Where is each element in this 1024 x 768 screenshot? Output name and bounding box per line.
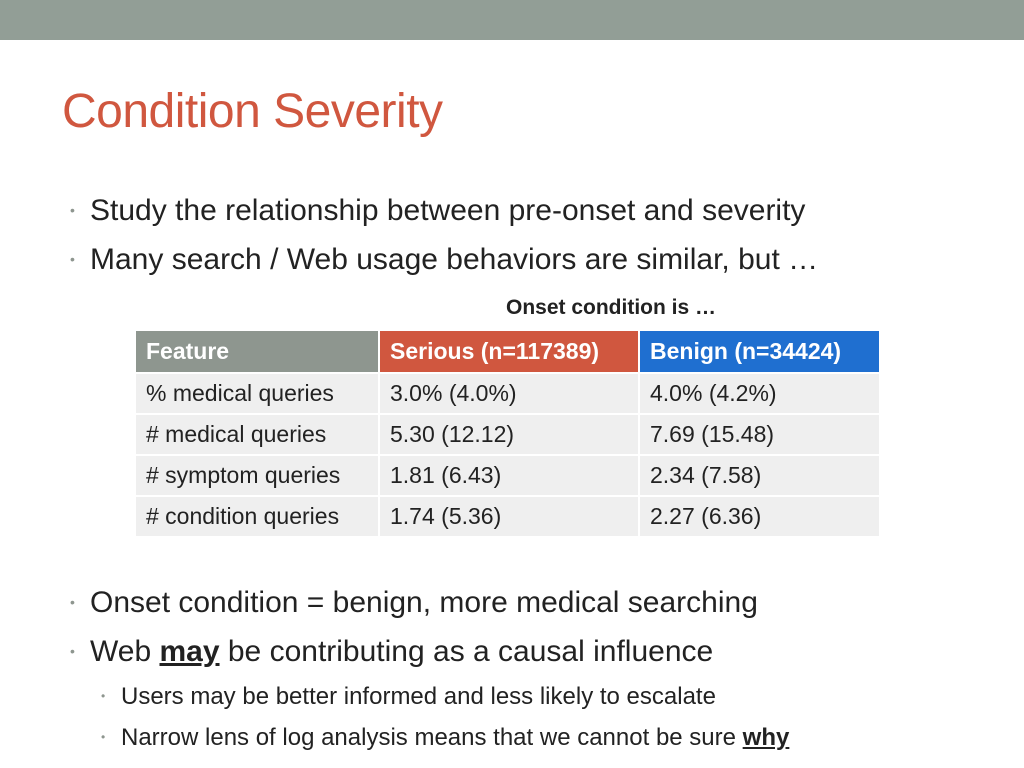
table-caption: Onset condition is …	[506, 296, 717, 319]
bullet-item	[70, 627, 789, 676]
sub-bullet-item	[70, 717, 789, 758]
cell-serious: 5.30 (12.12)	[379, 414, 639, 455]
top-bar	[0, 0, 1024, 40]
header-serious: Serious (n=117389)	[379, 330, 639, 373]
bullet-dot-icon: •	[101, 730, 106, 744]
bullet-dot-icon: •	[70, 202, 75, 218]
cell-feature: # condition queries	[135, 496, 379, 537]
table-row	[135, 455, 880, 496]
bullet-text: Onset condition = benign, more medical searching	[90, 586, 758, 619]
sub-bullet-text-before: Narrow lens of log analysis means that we cannot be sure	[121, 724, 743, 751]
top-bullet-list	[70, 186, 818, 284]
bullet-text-after: be contributing as a causal influence	[219, 635, 714, 668]
bullet-dot-icon: •	[70, 594, 75, 610]
emphasis-may: may	[159, 635, 220, 668]
bullet-text-before: Web	[90, 635, 160, 668]
bullet-item	[70, 578, 789, 627]
cell-feature: # symptom queries	[135, 455, 379, 496]
header-feature: Feature	[135, 330, 379, 373]
table-row	[135, 373, 880, 414]
bullet-item	[70, 186, 818, 235]
cell-serious: 1.81 (6.43)	[379, 455, 639, 496]
cell-benign: 7.69 (15.48)	[639, 414, 880, 455]
table-row	[135, 496, 880, 537]
cell-benign: 4.0% (4.2%)	[639, 373, 880, 414]
sub-bullet-text: Users may be better informed and less likely to escalate	[121, 683, 716, 710]
slide-title: Condition Severity	[62, 85, 443, 138]
cell-benign: 2.27 (6.36)	[639, 496, 880, 537]
bottom-bullet-list	[70, 578, 789, 758]
bullet-item	[70, 235, 818, 284]
table-row	[135, 414, 880, 455]
cell-benign: 2.34 (7.58)	[639, 455, 880, 496]
emphasis-why: why	[742, 724, 790, 751]
cell-serious: 1.74 (5.36)	[379, 496, 639, 537]
sub-bullet-item	[70, 676, 789, 717]
bullet-text: Study the relationship between pre-onset and severity	[90, 194, 806, 227]
header-benign: Benign (n=34424)	[639, 330, 880, 373]
bullet-dot-icon: •	[70, 251, 75, 267]
table-header-row	[135, 330, 880, 373]
cell-serious: 3.0% (4.0%)	[379, 373, 639, 414]
results-table	[134, 329, 881, 538]
bullet-dot-icon: •	[70, 643, 75, 659]
cell-feature: # medical queries	[135, 414, 379, 455]
bullet-text: Many search / Web usage behaviors are similar, but …	[90, 243, 819, 276]
bullet-dot-icon: •	[101, 689, 106, 703]
cell-feature: % medical queries	[135, 373, 379, 414]
